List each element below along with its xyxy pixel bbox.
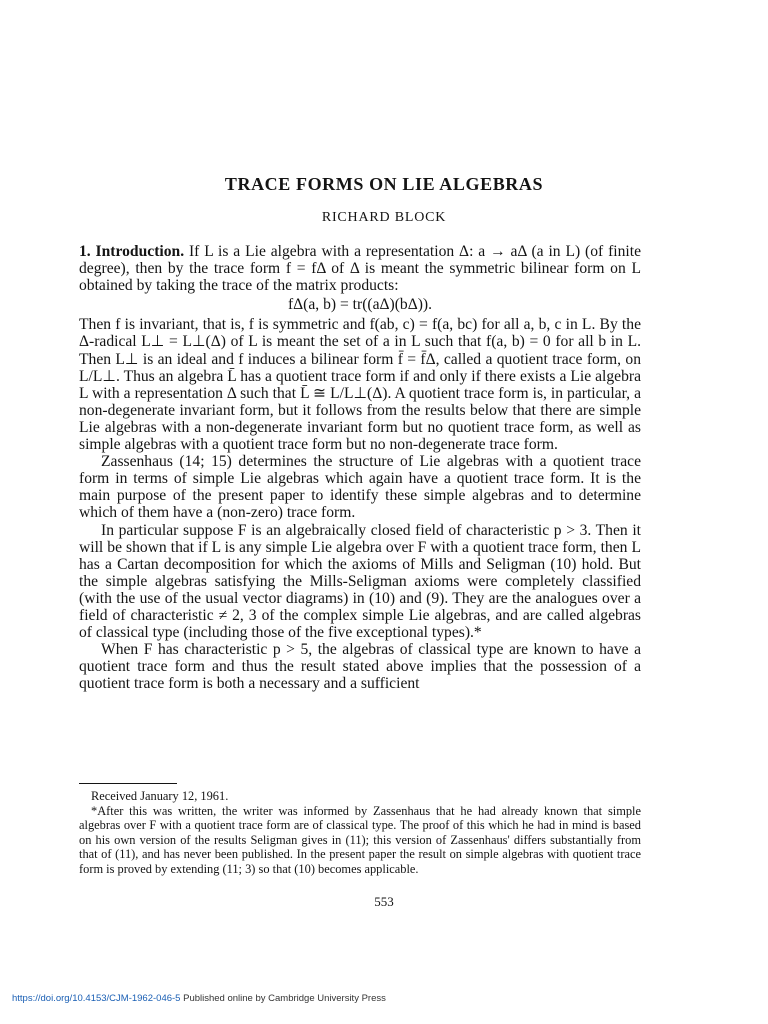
- intro-paragraph-2: Then f is invariant, that is, f is symmetric and f(ab, c) = f(a, bc) for all a, b, c in L. By the Δ-radical L⊥ = L⊥(Δ) of L is meant the set of a in L such that f(a, b) = 0 for all b in L. Then L⊥ is an ideal and f induces a bilinear form f̄ = f̄Δ, called a quotient trace form, on L/L⊥. Thus an algebra L̄ has a quotient trace form if and only if there exists a Lie algebra L with a representation Δ such that L̄ ≅ L/L⊥(Δ). A quotient trace form is, in particular, a non-degenerate invariant form, but it follows from the results below that there are simple Lie algebras with a non-degenerate invariant form but no quotient trace form, as well as simple algebras with a quotient trace form but no non-degenerate trace form.: [79, 316, 641, 454]
- page-number: 553: [374, 894, 394, 909]
- paper-title: TRACE FORMS ON LIE ALGEBRAS: [224, 174, 544, 194]
- intro-paragraph-4: In particular suppose F is an algebraically closed field of characteristic p > 3. Then it will be shown that if L is any simple Lie algebra over F with a quotient trace form, then L has a Cartan decomposition for which the axioms of Mills and Seligman (10) hold. But the simple algebras satisfying the Mills-Seligman axioms were completely classified (with the use of the usual vector diagrams) in (10) and (9). They are the analogues over a field of characteristic ≠ 2, 3 of the complex simple Lie algebras, and are called algebras of classical type (including those of the five exceptional types).*: [79, 521, 641, 642]
- intro-paragraph-1: [79, 243, 641, 294]
- author-name: RICHARD BLOCK: [321, 210, 447, 225]
- received-date: Received January 12, 1961.: [91, 789, 229, 803]
- section-heading: 1. Introduction.: [79, 243, 185, 260]
- footer: [12, 993, 386, 1004]
- intro-paragraph-3: Zassenhaus (14; 15) determines the structure of Lie algebras with a quotient trace form in terms of simple Lie algebras which again have a quotient trace form. It is the main purpose of the present paper to identify these simple algebras and to determine which of them have a (non-zero) trace form.: [79, 453, 641, 522]
- display-equation: fΔ(a, b) = tr((aΔ)(bΔ)).: [287, 296, 433, 314]
- footnotes: [79, 789, 641, 876]
- publisher-text: Published online by Cambridge University Press: [180, 993, 386, 1004]
- footnote-text: *After this was written, the writer was informed by Zassenhaus that he had already known that simple algebras over F with a quotient trace form are of classical type. The proof of this which he had in mind is based on his own version of the results Seligman gives in (11); this version of Zassenhaus' differs substantially from that of (11), and has never been published. In the present paper the result on simple algebras with quotient trace form is proved by extending (11; 3) so that (10) becomes applicable.: [79, 803, 641, 876]
- intro-paragraph-5: When F has characteristic p > 5, the algebras of classical type are known to have a quotient trace form and thus the result stated above implies that the possession of a quotient trace form is both a necessary and a sufficient: [79, 641, 641, 693]
- body-text: [79, 243, 641, 692]
- doi-link[interactable]: https://doi.org/10.4153/CJM-1962-046-5: [12, 993, 181, 1004]
- footnote-rule: [79, 783, 177, 784]
- intro-paragraph-1-text: If L is a Lie algebra with a representation Δ: a → aΔ (a in L) (of finite degree), then by the trace form f = fΔ of Δ is meant the symmetric bilinear form on L obtained by taking the trace of the matrix products:: [79, 243, 641, 295]
